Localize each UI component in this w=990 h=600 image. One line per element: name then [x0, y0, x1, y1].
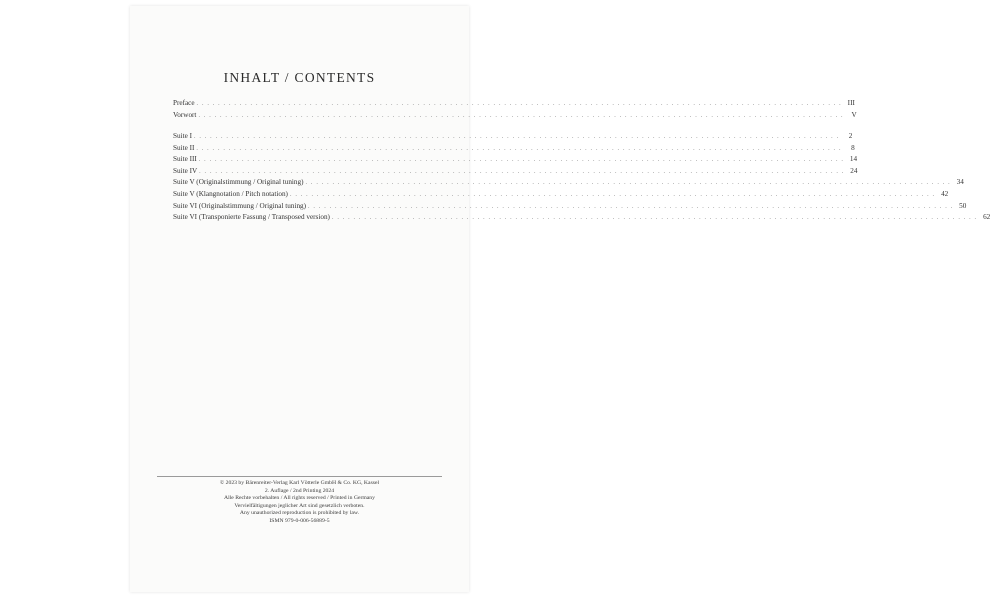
toc-entry [173, 131, 853, 143]
toc-entry-label: Preface [173, 99, 195, 107]
imprint-copyright: © 2023 by Bärenreiter-Verlag Karl Vötterle GmbH & Co. KG, Kassel [219, 480, 380, 486]
toc-entry-label: Suite VI (Originalstimmung / Original tuning) [173, 201, 307, 210]
toc-entry-page: 34 [956, 178, 964, 187]
toc-entry-label: Suite I [173, 132, 192, 140]
toc-entry [173, 110, 857, 122]
toc-front-matter [173, 98, 857, 121]
toc-entry-label: Suite VI (Transponierte Fassung / Transposed version) [173, 213, 330, 222]
toc-entry [173, 212, 990, 224]
toc-entry-label: Suite V (Klangnotation / Pitch notation) [173, 189, 288, 198]
toc-entry [173, 98, 855, 110]
toc-suites [173, 131, 990, 224]
toc-entry-label: Suite IV [173, 166, 198, 175]
toc-entry [173, 189, 949, 201]
toc-entry-label: Suite II [173, 143, 195, 152]
toc-entry-page: 14 [849, 155, 858, 164]
imprint-rights: Alle Rechte vorbehalten / All rights reserved / Printed in Germany [224, 495, 375, 501]
document-page [130, 6, 990, 592]
toc-entry [173, 143, 855, 155]
toc-entry [173, 201, 967, 213]
toc-entry-page: V [851, 110, 857, 119]
toc-leader-dots: . . . . . . . . . . . . . . . . . . . . . . . . . . . . . . . . . . . . . . . . . . . . . . . . . . . . . . . . . . . . . . . . . . . . . . . . . . . . . . . . . . . . . . . . . . . . . . . . . . . . . . . . . . . . . . . . . . . . . . . . [331, 215, 978, 222]
publisher-imprint [130, 480, 469, 525]
footer-divider [157, 476, 442, 477]
toc-leader-dots: . . . . . . . . . . . . . . . . . . . . . . . . . . . . . . . . . . . . . . . . . . . . . . . . . . . . . . . . . . . . . . . . . . . . . . . . . . . . . . . . . . . . . . . . . . . . . . . . . . . . . . . . . . . . . . . . . . . . . . . . [199, 168, 845, 175]
toc-entry-page: 2 [848, 132, 853, 140]
toc-entry [173, 177, 964, 189]
toc-leader-dots: . . . . . . . . . . . . . . . . . . . . . . . . . . . . . . . . . . . . . . . . . . . . . . . . . . . . . . . . . . . . . . . . . . . . . . . . . . . . . . . . . . . . . . . . . . . . . . . . . . . . . . . . . . . . . . . . . . . . . . . . [198, 112, 844, 119]
toc-leader-dots: . . . . . . . . . . . . . . . . . . . . . . . . . . . . . . . . . . . . . . . . . . . . . . . . . . . . . . . . . . . . . . . . . . . . . . . . . . . . . . . . . . . . . . . . . . . . . . . . . . . . . . . . . . . . . . . . . . . . . . . . [196, 101, 842, 107]
imprint-ismn: ISMN 979-0-006-56889-5 [269, 517, 330, 524]
toc-entry-page: 42 [941, 189, 949, 198]
imprint-edition: 2. Auflage / 2nd Printing 2024 [264, 487, 335, 494]
toc-entry-label: Vorwort [173, 110, 197, 119]
toc-entry-page: 24 [850, 166, 858, 175]
toc-entry [173, 166, 858, 178]
toc-entry-page: 8 [851, 143, 855, 152]
toc-entry [173, 154, 858, 166]
toc-leader-dots: . . . . . . . . . . . . . . . . . . . . . . . . . . . . . . . . . . . . . . . . . . . . . . . . . . . . . . . . . . . . . . . . . . . . . . . . . . . . . . . . . . . . . . . . . . . . . . . . . . . . . . . . . . . . . . . . . . . . . . . . [196, 145, 842, 152]
toc-entry-page: III [847, 99, 855, 107]
toc-leader-dots: . . . . . . . . . . . . . . . . . . . . . . . . . . . . . . . . . . . . . . . . . . . . . . . . . . . . . . . . . . . . . . . . . . . . . . . . . . . . . . . . . . . . . . . . . . . . . . . . . . . . . . . . . . . . . . . . . . . . . . . . [198, 157, 845, 164]
imprint-reproduction-en: Any unauthorized reproduction is prohibited by law. [239, 510, 360, 516]
toc-leader-dots: . . . . . . . . . . . . . . . . . . . . . . . . . . . . . . . . . . . . . . . . . . . . . . . . . . . . . . . . . . . . . . . . . . . . . . . . . . . . . . . . . . . . . . . . . . . . . . . . . . . . . . . . . . . . . . . . . . . . . . . . [305, 180, 951, 187]
toc-entry-page: 62 [983, 213, 990, 222]
toc-entry-label: Suite V (Originalstimmung / Original tuning) [173, 178, 304, 187]
imprint-reproduction-de: Vervielfältigungen jeglicher Art sind gesetzlich verboten. [234, 502, 365, 509]
page-title: INHALT / CONTENTS [223, 70, 376, 85]
toc-entry-label: Suite III [173, 155, 197, 164]
toc-leader-dots: . . . . . . . . . . . . . . . . . . . . . . . . . . . . . . . . . . . . . . . . . . . . . . . . . . . . . . . . . . . . . . . . . . . . . . . . . . . . . . . . . . . . . . . . . . . . . . . . . . . . . . . . . . . . . . . . . . . . . . . . [308, 203, 954, 210]
toc-leader-dots: . . . . . . . . . . . . . . . . . . . . . . . . . . . . . . . . . . . . . . . . . . . . . . . . . . . . . . . . . . . . . . . . . . . . . . . . . . . . . . . . . . . . . . . . . . . . . . . . . . . . . . . . . . . . . . . . . . . . . . . . [289, 191, 936, 198]
toc-entry-page: 50 [959, 201, 967, 210]
toc-leader-dots: . . . . . . . . . . . . . . . . . . . . . . . . . . . . . . . . . . . . . . . . . . . . . . . . . . . . . . . . . . . . . . . . . . . . . . . . . . . . . . . . . . . . . . . . . . . . . . . . . . . . . . . . . . . . . . . . . . . . . . . . [193, 134, 840, 140]
